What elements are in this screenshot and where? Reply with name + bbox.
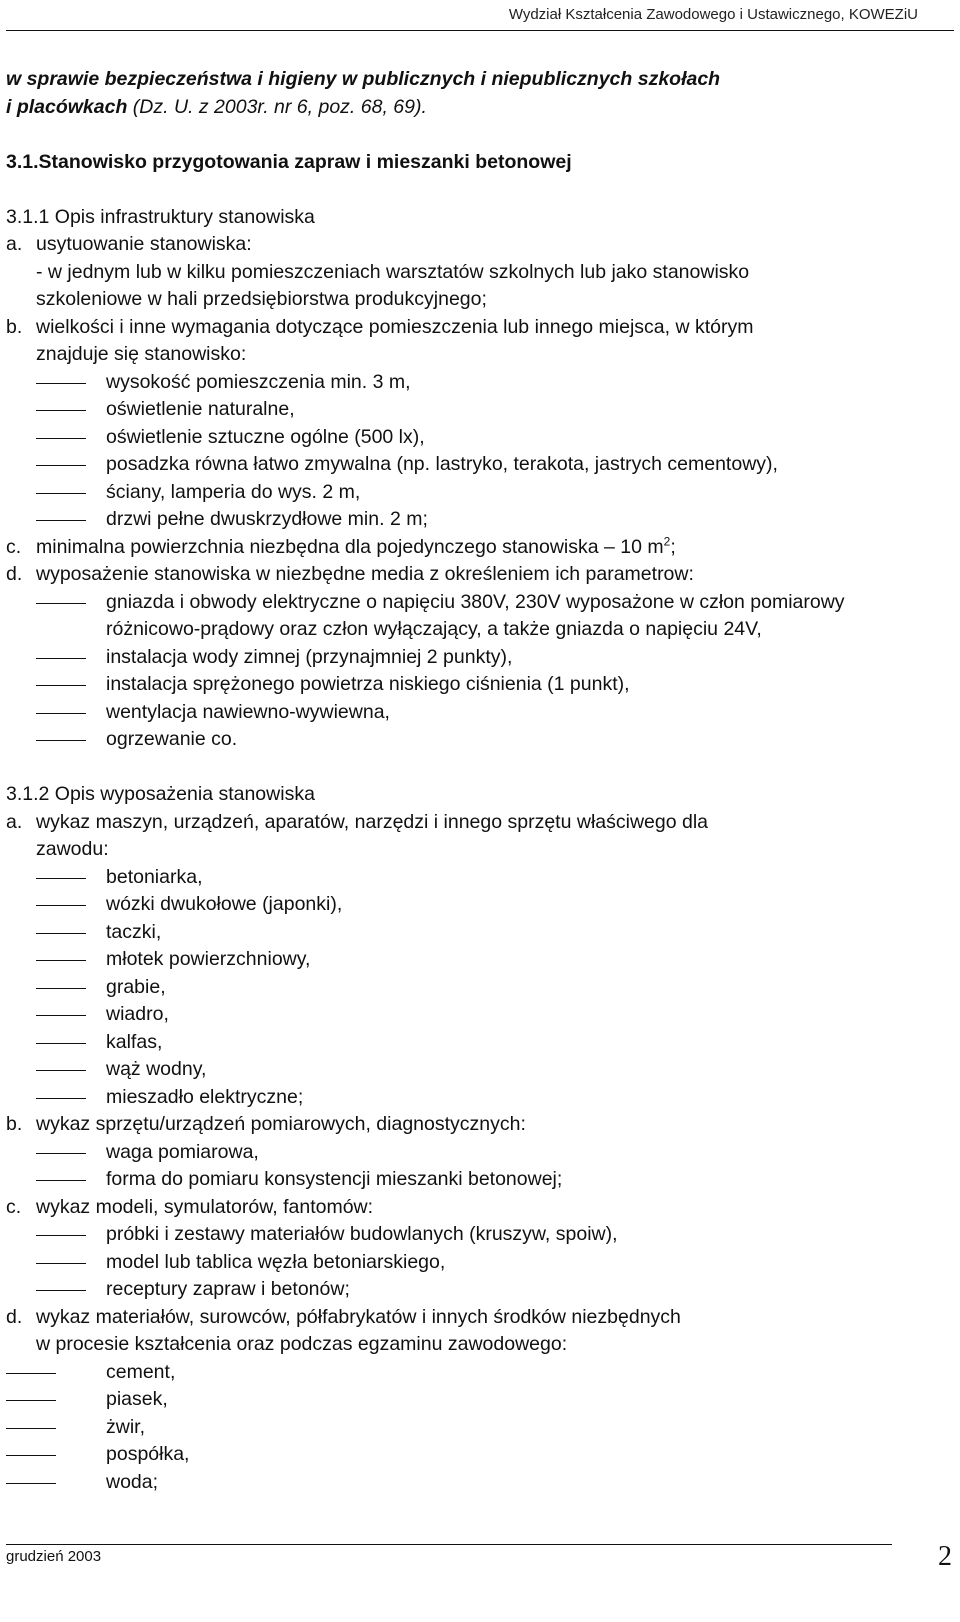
dash-bullet	[36, 506, 106, 534]
item-d: d. wyposażenie stanowiska w niezbędne media z określeniem ich parametrow:	[6, 563, 694, 585]
list-item: forma do pomiaru konsystencji mieszanki betonowej;	[6, 1166, 936, 1194]
dash-bullet	[36, 726, 106, 754]
list-item: model lub tablica węzła betoniarskiego,	[6, 1249, 936, 1277]
list-item: wysokość pomieszczenia min. 3 m,	[6, 369, 936, 397]
list-item: ogrzewanie co.	[6, 726, 936, 754]
intro-line-2-rest: (Dz. U. z 2003r. nr 6, poz. 68, 69).	[127, 95, 427, 118]
item-a-list	[6, 864, 936, 1112]
dash-bullet	[6, 1359, 106, 1387]
list-item: instalacja sprężonego powietrza niskiego ciśnienia (1 punkt),	[6, 671, 936, 699]
item-a-continued: zawodu:	[36, 838, 109, 860]
header-rule	[6, 30, 954, 31]
list-item: betoniarka,	[6, 864, 936, 892]
subsection-312-title: 3.1.2 Opis wyposażenia stanowiska	[6, 783, 315, 805]
dash-bullet	[36, 589, 106, 644]
dash-bullet	[36, 974, 106, 1002]
intro-line-2	[6, 94, 936, 122]
dash-bullet	[36, 396, 106, 424]
item-b-list	[6, 369, 936, 534]
list-item: cement,	[6, 1359, 936, 1387]
item-c: c. minimalna powierzchnia niezbędna dla pojedynczego stanowiska – 10 $m^2$;	[6, 534, 676, 558]
dash-bullet	[36, 424, 106, 452]
list-item: pospółka,	[6, 1441, 936, 1469]
item-a-detail-2: szkoleniowe w hali przedsiębiorstwa produkcyjnego;	[36, 288, 487, 310]
item-a-detail-1: - w jednym lub w kilku pomieszczeniach warsztatów szkolnych lub jako stanowisko	[36, 260, 750, 283]
dash-bullet	[36, 864, 106, 892]
list-item: wózki dwukołowe (japonki),	[6, 891, 936, 919]
list-item: woda;	[6, 1469, 936, 1497]
intro-line-1: w sprawie bezpieczeństwa i higieny w publicznych i niepublicznych szkołach	[6, 68, 721, 90]
footer-date: grudzień 2003	[6, 1548, 102, 1565]
dash-bullet	[36, 1221, 106, 1249]
page-header: Wydział Kształcenia Zawodowego i Ustawicznego, KOWEZiU	[508, 6, 918, 23]
item-c-list	[6, 1221, 936, 1304]
list-item: posadzka równa łatwo zmywalna (np. lastryko, terakota, jastrych cementowy),	[6, 451, 936, 479]
list-item: oświetlenie sztuczne ogólne (500 lx),	[6, 424, 936, 452]
dash-bullet	[36, 671, 106, 699]
list-item: wąż wodny,	[6, 1056, 936, 1084]
dash-bullet	[36, 644, 106, 672]
dash-bullet	[36, 369, 106, 397]
dash-bullet	[36, 451, 106, 479]
item-c: c. wykaz modeli, symulatorów, fantomów:	[6, 1195, 374, 1218]
list-item: waga pomiarowa,	[6, 1139, 936, 1167]
list-item: młotek powierzchniowy,	[6, 946, 936, 974]
list-item: oświetlenie naturalne,	[6, 396, 936, 424]
dash-bullet	[36, 891, 106, 919]
list-item: mieszadło elektryczne;	[6, 1084, 936, 1112]
item-d-continued: w procesie kształcenia oraz podczas egzaminu zawodowego:	[36, 1333, 568, 1355]
item-b: b. wielkości i inne wymagania dotyczące pomieszczenia lub innego miejsca, w którym	[6, 315, 754, 338]
dash-bullet	[36, 1001, 106, 1029]
item-d: d. wykaz materiałów, surowców, półfabrykatów i innych środków niezbędnych	[6, 1305, 681, 1328]
dash-bullet	[36, 919, 106, 947]
section-title: 3.1.Stanowisko przygotowania zapraw i mieszanki betonowej	[6, 150, 572, 173]
list-item: receptury zapraw i betonów;	[6, 1276, 936, 1304]
dash-bullet	[36, 479, 106, 507]
dash-bullet	[6, 1386, 106, 1414]
dash-bullet	[36, 1139, 106, 1167]
document-body	[6, 66, 936, 1496]
list-item: piasek,	[6, 1386, 936, 1414]
list-item: grabie,	[6, 974, 936, 1002]
dash-bullet	[36, 1276, 106, 1304]
footer-rule	[6, 1544, 892, 1545]
list-item: ściany, lamperia do wys. 2 m,	[6, 479, 936, 507]
item-a: a. usytuowanie stanowiska:	[6, 233, 252, 255]
item-d-list	[6, 589, 936, 754]
dash-bullet	[36, 1249, 106, 1277]
subsection-311-title: 3.1.1 Opis infrastruktury stanowiska	[6, 205, 315, 228]
list-item: żwir,	[6, 1414, 936, 1442]
dash-bullet	[6, 1414, 106, 1442]
list-item: kalfas,	[6, 1029, 936, 1057]
dash-bullet	[6, 1441, 106, 1469]
list-item: gniazda i obwody elektryczne o napięciu 380V, 230V wyposażone w człon pomiarowy różnicowo-prądowy oraz człon wyłączający, a także gniazda o napięciu 24V,	[6, 589, 936, 644]
list-item: taczki,	[6, 919, 936, 947]
dash-bullet	[36, 1166, 106, 1194]
dash-bullet	[36, 699, 106, 727]
dash-bullet	[36, 1056, 106, 1084]
dash-bullet	[36, 1084, 106, 1112]
item-b-continued: znajduje się stanowisko:	[36, 343, 247, 365]
dash-bullet	[36, 1029, 106, 1057]
item-b: b. wykaz sprzętu/urządzeń pomiarowych, diagnostycznych:	[6, 1113, 526, 1135]
intro-line-2-bold: i placówkach	[6, 95, 128, 118]
list-item: instalacja wody zimnej (przynajmniej 2 punkty),	[6, 644, 936, 672]
list-item: próbki i zestawy materiałów budowlanych (kruszyw, spoiw),	[6, 1221, 936, 1249]
dash-bullet	[36, 946, 106, 974]
item-a: a. wykaz maszyn, urządzeń, aparatów, narzędzi i innego sprzętu właściwego dla	[6, 810, 709, 833]
item-b-list	[6, 1139, 936, 1194]
list-item: wiadro,	[6, 1001, 936, 1029]
item-d-list	[6, 1359, 936, 1497]
dash-bullet	[6, 1469, 106, 1497]
page-number: 2	[938, 1541, 952, 1572]
list-item: drzwi pełne dwuskrzydłowe min. 2 m;	[6, 506, 936, 534]
list-item: wentylacja nawiewno-wywiewna,	[6, 699, 936, 727]
